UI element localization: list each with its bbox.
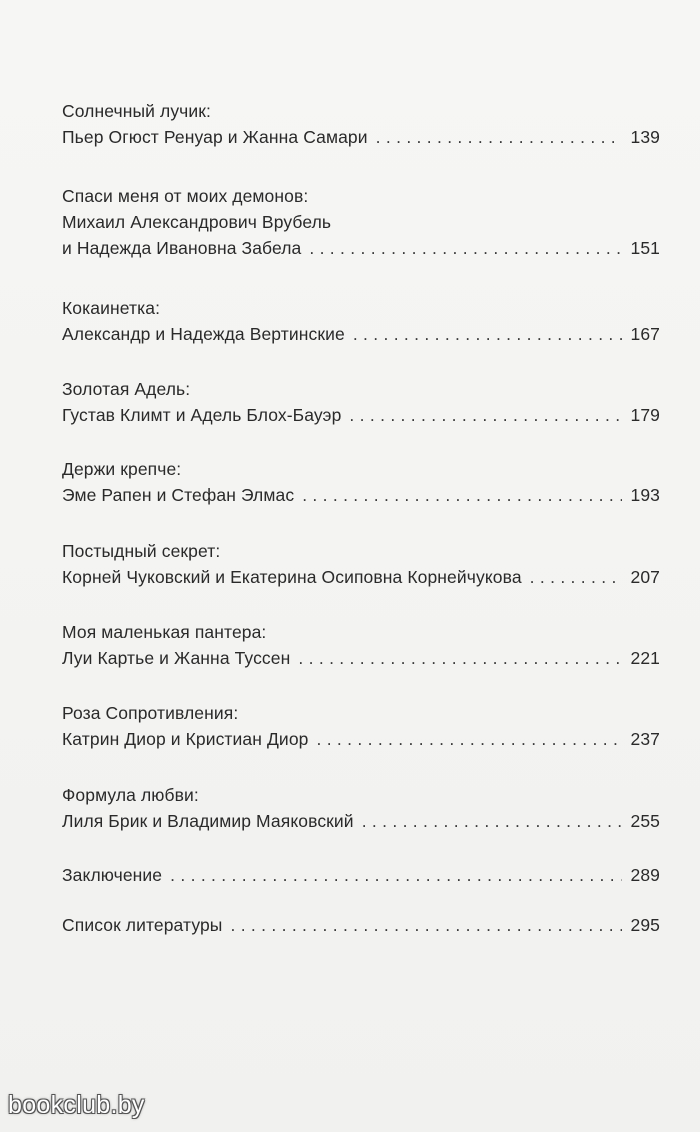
dot-leader bbox=[230, 912, 622, 938]
toc-entry-title: Моя маленькая пантера: bbox=[62, 622, 267, 642]
dot-leader bbox=[349, 402, 622, 428]
toc-page-number: 167 bbox=[630, 324, 660, 344]
toc-entry-title: Список литературы bbox=[62, 915, 223, 935]
toc-entry-title: Золотая Адель: bbox=[62, 379, 191, 399]
toc-page-number: 289 bbox=[630, 865, 660, 885]
dot-leader bbox=[298, 645, 622, 671]
toc-page-number: 139 bbox=[630, 127, 660, 147]
toc-entry bbox=[62, 862, 660, 888]
toc-page-number: 237 bbox=[630, 729, 660, 749]
dot-leader bbox=[316, 726, 622, 752]
toc-entry-subtitle: Александр и Надежда Вертинские bbox=[62, 324, 345, 344]
toc-entry bbox=[62, 183, 660, 261]
toc-page-number: 255 bbox=[630, 811, 660, 831]
toc-entry-title: Постыдный секрет: bbox=[62, 541, 221, 561]
toc-page-number: 151 bbox=[630, 238, 660, 258]
toc-entry-subtitle: Пьер Огюст Ренуар и Жанна Самари bbox=[62, 127, 368, 147]
toc-entry bbox=[62, 98, 660, 150]
toc-entry bbox=[62, 700, 660, 752]
toc-entry bbox=[62, 538, 660, 590]
toc-page-number: 179 bbox=[630, 405, 660, 425]
toc-entry bbox=[62, 619, 660, 671]
dot-leader bbox=[353, 321, 622, 347]
dot-leader bbox=[530, 564, 622, 590]
toc-entry-subtitle: Густав Климт и Адель Блох-Бауэр bbox=[62, 405, 342, 425]
toc-entry-title: Михаил Александрович Врубель bbox=[62, 212, 332, 232]
toc-entry bbox=[62, 912, 660, 938]
dot-leader bbox=[376, 124, 622, 150]
toc-entry-subtitle: Эме Рапен и Стефан Элмас bbox=[62, 485, 295, 505]
toc-entry bbox=[62, 295, 660, 347]
toc-page-number: 207 bbox=[630, 567, 660, 587]
toc-entry-subtitle: Луи Картье и Жанна Туссен bbox=[62, 648, 291, 668]
toc-entry-title: Кокаинетка: bbox=[62, 298, 161, 318]
dot-leader bbox=[302, 482, 622, 508]
toc-page-number: 295 bbox=[630, 915, 660, 935]
toc-entry bbox=[62, 376, 660, 428]
dot-leader bbox=[309, 235, 622, 261]
toc-page-number: 221 bbox=[630, 648, 660, 668]
toc-page-number: 193 bbox=[630, 485, 660, 505]
toc-entry bbox=[62, 782, 660, 834]
toc-entry-title: Держи крепче: bbox=[62, 459, 182, 479]
site-watermark: bookclub.by bbox=[8, 1091, 145, 1119]
toc-entry-title: Заключение bbox=[62, 865, 163, 885]
toc-entry bbox=[62, 456, 660, 508]
toc-entry-subtitle: Корней Чуковский и Екатерина Осиповна Корнейчукова bbox=[62, 567, 522, 587]
dot-leader bbox=[170, 862, 622, 888]
toc-entry-subtitle: Катрин Диор и Кристиан Диор bbox=[62, 729, 309, 749]
toc-entry-subtitle: Лиля Брик и Владимир Маяковский bbox=[62, 811, 354, 831]
toc-entry-subtitle: и Надежда Ивановна Забела bbox=[62, 238, 302, 258]
toc-entry-title: Солнечный лучик: bbox=[62, 101, 211, 121]
toc-entry-title: Роза Сопротивления: bbox=[62, 703, 239, 723]
toc-entry-title: Формула любви: bbox=[62, 785, 199, 805]
toc-entry-title: Спаси меня от моих демонов: bbox=[62, 186, 309, 206]
dot-leader bbox=[362, 808, 622, 834]
